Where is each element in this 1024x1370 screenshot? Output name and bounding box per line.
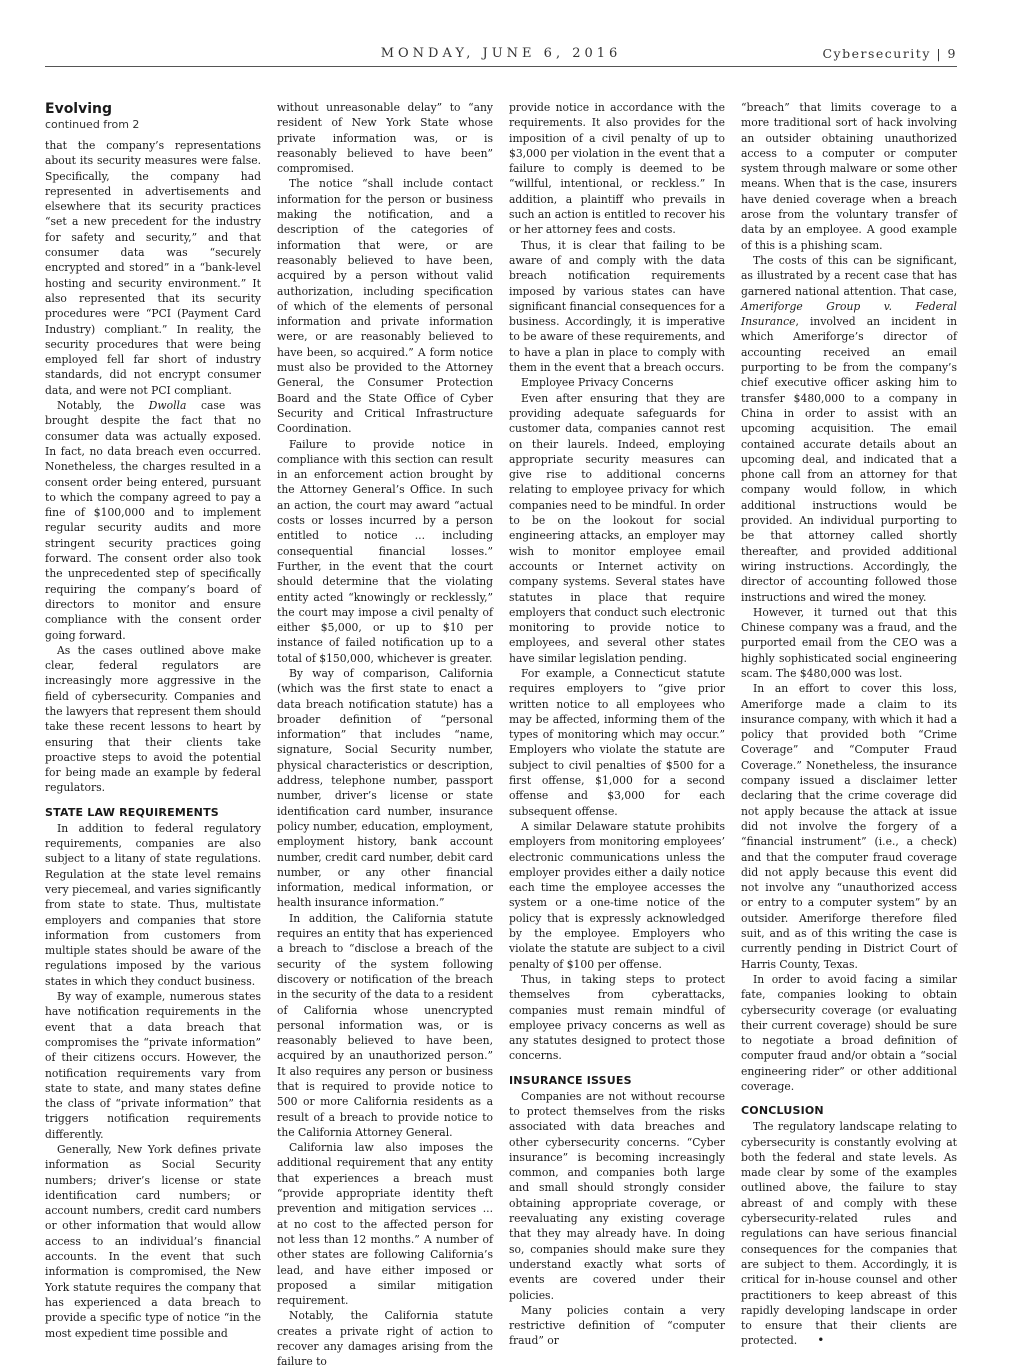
issue-date: MONDAY, JUNE 6, 2016 xyxy=(380,46,622,61)
article-column-2 xyxy=(277,100,493,1369)
section-heading: INSURANCE ISSUES xyxy=(509,1073,632,1087)
paragraph: In an effort to cover this loss, Ameriforge made a claim to its insurance company, with which it had a policy that provided both “Crime Coverage” and “Computer Fraud Coverage.” Nonetheless, the insurance company issued a disclaimer letter declaring that the crime coverage did not apply because the attack at issue did not involve the forgery of a “financial instrument” (i.e., a check) and that the computer fraud coverage did not apply because this event did not involve any “unauthorized access or entry to a computer system” by an outsider. Ameriforge therefore filed suit, and as of this writing the case is currently pending in District Court of Harris County, Texas. xyxy=(741,682,957,971)
paragraph: A similar Delaware statute prohibits employers from monitoring employees’ electronic communications unless the employer provides either a daily notice each time the employee accesses the system or a one-time notice of the policy that is expressly acknowledged by the employee. Employers who violate the statute are subject to a civil penalty of $100 per offense. xyxy=(509,819,725,971)
paragraph: Thus, in taking steps to protect themselves from cyberattacks, companies must remain mindful of employee privacy concerns as well as any statutes designed to protect those concerns. xyxy=(509,972,725,1063)
paragraph: However, it turned out that this Chinese company was a fraud, and the purported email from the CEO was a highly sophisticated social engineering scam. The $480,000 was lost. xyxy=(741,605,957,680)
paragraph: Even after ensuring that they are providing adequate safeguards for customer data, companies cannot rest on their laurels. Indeed, employing appropriate security measures can give rise to additional concerns relating to employee privacy for which companies need to be mindful. In order to be on the lookout for social engineering attacks, an employer may wish to monitor employee email accounts or Internet activity on company systems. Several states have statutes in place that require employers that conduct such electronic monitoring to provide notice to employees, and several other states have similar legislation pending. xyxy=(509,391,725,665)
article-column-3 xyxy=(509,100,725,1348)
paragraph: Notably, the California statute creates a private right of action to recover any damages arising from the failure to xyxy=(277,1309,493,1369)
paragraph: The notice “shall include contact information for the person or business making the notification, and a description of the categories of information that were, or are reasonably believed to have been, acquired by a person without valid authorization, including specification of which of the elements of personal information and private information were, or are reasonably believed to have been, so acquired.” A form notice must also be provided to the Attorney General, the Consumer Protection Board and the State Office of Cyber Security and Critical Infrastructure Coordination. xyxy=(277,177,493,436)
paragraph: In order to avoid facing a similar fate, companies looking to obtain cybersecurity coverage (or evaluating their current coverage) should be sure to negotiate a broad definition of computer fraud and/or obtain a “social engineering rider” or other additional coverage. xyxy=(741,972,957,1093)
paragraph: The costs of this can be significant, as illustrated by a recent case that has garnered national attention. That case, Ameriforge Group v. Federal Insurance, involved an incident in which Ameriforge’s director of accounting received an email purporting to be from the company’s chief executive officer asking him to transfer $480,000 to a company in China in order to assist with an upcoming acquisition. The email contained accurate details about an upcoming deal, and indicated that a phone call from an attorney for that company would follow, in which additional instructions would be provided. An individual purporting to be that attorney called shortly thereafter, and provided additional wiring instructions. Accordingly, the director of accounting followed those instructions and wired the money. xyxy=(741,253,957,604)
minor-heading: Employee Privacy Concerns xyxy=(521,376,674,390)
paragraph: Generally, New York defines private information as Social Security numbers; driver’s license or state identification card numbers; or account numbers, credit card numbers or other information that would allow access to an individual’s financial accounts. In the event that such information is compromised, the New York statute requires the company that has experienced a data breach to provide a specific type of notice “in the most expedient time possible and xyxy=(45,1143,261,1340)
paragraph: provide notice in accordance with the requirements. It also provides for the imposition of a civil penalty of up to $3,000 per violation in the event that a failure to comply is deemed to be “willful, intentional, or reckless.” In addition, a plaintiff who prevails in such an action is entitled to recover his or her attorney fees and costs. xyxy=(509,101,725,237)
case-name: Ameriforge Group v. Federal Insurance xyxy=(741,299,957,329)
header-rule xyxy=(45,66,957,67)
section-heading: STATE LAW REQUIREMENTS xyxy=(45,805,219,819)
paragraph: without unreasonable delay” to “any resident of New York State whose private information was, or is reasonably believed to have been” compromised. xyxy=(277,101,493,176)
article-kicker: Evolving xyxy=(45,101,113,117)
page-header xyxy=(45,40,957,70)
end-of-article-bullet: • xyxy=(817,1333,825,1348)
paragraph: Notably, the Dwolla case was brought despite the fact that no consumer data was actually exposed. In fact, no data breach even occurred. Nonetheless, the charges resulted in a consent order being entered, pursuant to which the company agreed to pay a fine of $100,000 and to implement regular security audits and more stringent security practices going forward. The consent order also took the unprecedented step of specifically requiring the company’s board of directors to monitor and ensure compliance with the consent order going forward. xyxy=(45,399,261,642)
paragraph: By way of comparison, California (which was the first state to enact a data breach notification statute) has a broader definition of “personal information” that includes “name, signature, Social Security number, physical characteristics or description, address, telephone number, passport number, driver’s license or state identification card number, insurance policy number, education, employment, employment history, bank account number, credit card number, debit card number, or any other financial information, medical information, or health insurance information.” xyxy=(277,666,493,910)
paragraph: In addition to federal regulatory requirements, companies are also subject to a litany of state regulations. Regulation at the state level remains very piecemeal, and varies significantly from state to state. Thus, multistate employers and companies that store information from customers from multiple states should be aware of the regulations imposed by the various states in which they conduct business. xyxy=(45,821,261,988)
article-column-1 xyxy=(45,100,261,1340)
paragraph: Thus, it is clear that failing to be aware of and comply with the data breach notification requirements imposed by various states can have significant financial consequences for a business. Accordingly, it is imperative to be aware of these requirements, and to have a plan in place to comply with them in the event that a breach occurs. xyxy=(509,238,725,375)
continued-line: continued from 2 xyxy=(45,118,140,131)
paragraph: Many policies contain a very restrictive definition of “computer fraud” or xyxy=(509,1303,725,1348)
article-column-4 xyxy=(741,100,957,1348)
paragraph: For example, a Connecticut statute requires employers to “give prior written notice to all employees who may be affected, informing them of the types of monitoring which may occur.” Employers who violate the statute are subject to civil penalties of $500 for a first offense, $1,000 for a second offense and $3,000 for each subsequent offense. xyxy=(509,666,725,818)
case-name: Dwolla xyxy=(148,399,187,413)
paragraph: Companies are not without recourse to protect themselves from the risks associated with data breaches and other cybersecurity concerns. “Cyber insurance” is becoming increasingly common, and companies both large and small should strongly consider obtaining appropriate coverage, or reevaluating any existing coverage that they may already have. In doing so, companies should make sure they understand exactly what sorts of events are covered under their policies. xyxy=(509,1089,725,1302)
paragraph: In addition, the California statute requires an entity that has experienced a breach to “disclose a breach of the security of the system following discovery or notification of the breach in the security of the data to a resident of California whose unencrypted personal information was, or is reasonably believed to have been, acquired by an unauthorized person.” It also requires any person or business that is required to provide notice to 500 or more California residents as a result of a breach to provide notice to the California Attorney General. xyxy=(277,911,493,1139)
paragraph: Failure to provide notice in compliance with this section can result in an enforcement action brought by the Attorney General’s Office. In such an action, the court may award “actual costs or losses incurred by a person entitled to notice ... including consequential financial losses.” Further, in the event that the court should determine that the violating entity acted “knowingly or recklessly,” the court may impose a civil penalty of either $5,000, or up to $10 per instance of failed notification up to a total of $150,000, whichever is greater. xyxy=(277,437,493,665)
paragraph: “breach” that limits coverage to a more traditional sort of hack involving an outsider obtaining unauthorized access to a computer or computer system through malware or some other means. When that is the case, insurers have denied coverage when a breach arose from the voluntary transfer of data by an employee. A good example of this is a phishing scam. xyxy=(741,101,957,252)
section-page-label: Cybersecurity | 9 xyxy=(822,46,957,61)
section-heading: CONCLUSION xyxy=(741,1104,824,1118)
paragraph: As the cases outlined above make clear, federal regulators are increasingly more aggressive in the field of cybersecurity. Companies and the lawyers that represent them should take these recent lessons to heart by ensuring that their clients take proactive steps to avoid the potential for being made an example by federal regulators. xyxy=(45,643,261,795)
paragraph: California law also imposes the additional requirement that any entity that experiences a breach must “provide appropriate identity theft prevention and mitigation services ... at no cost to the affected person for not less than 12 months.” A number of other states are following California’s lead, and have either imposed or proposed a similar mitigation requirement. xyxy=(277,1141,493,1308)
paragraph: that the company’s representations about its security measures were false. Specifically, the company had represented in advertisements and elsewhere that its security practices “set a new precedent for the industry for safety and security,” and that consumer data was “securely encrypted and stored” in a “bank-level hosting and security environment.” It also represented that its security procedures were “PCI (Payment Card Industry) compliant.” In reality, the security procedures that were being employed fell far short of industry standards, did not encrypt consumer data, and were not PCI compliant. xyxy=(45,139,261,397)
paragraph: By way of example, numerous states have notification requirements in the event that a data breach that compromises the “private information” of their citizens occurs. However, the notification requirements vary from state to state, and many states define the class of “private information” that triggers notification requirements differently. xyxy=(45,990,261,1141)
paragraph: The regulatory landscape relating to cybersecurity is constantly evolving at both the federal and state levels. As made clear by some of the examples outlined above, the failure to stay abreast of and comply with these cybersecurity-related rules and regulations can have serious financial consequences for the companies that are subject to them. Accordingly, it is critical for in-house counsel and other practitioners to keep abreast of this rapidly developing landscape in order to ensure that their clients are protected. • xyxy=(741,1120,957,1348)
